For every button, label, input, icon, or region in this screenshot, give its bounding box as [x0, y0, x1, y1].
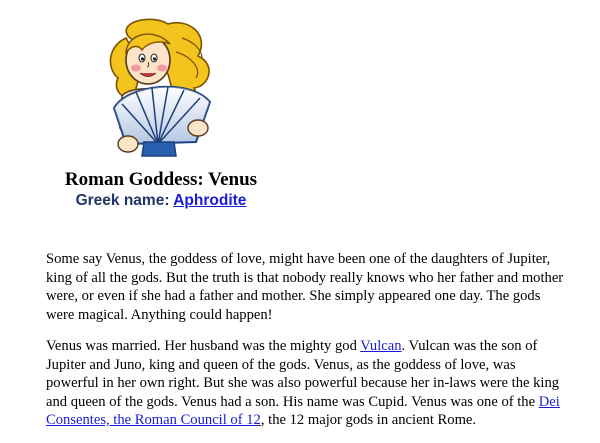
- article-paragraph-2: [46, 337, 566, 430]
- vulcan-link[interactable]: Vulcan: [360, 338, 402, 354]
- paragraph-2-text-1: Venus was married. Her husband was the mighty god: [46, 338, 361, 354]
- page-title: Roman Goddess: Venus: [64, 169, 258, 190]
- greek-name-label: Greek name:: [75, 192, 170, 209]
- article-paragraph-1: Some say Venus, the goddess of love, might have been one of the daughters of Jupiter, king of all the gods. But the truth is that nobody really knows who her father and mother were, or even if she had a father and mother. She simply appeared one day. The gods were magical. Anything could happen!: [46, 251, 564, 323]
- paragraph-2-text-2: . Vulcan was the son of Jupiter and Juno, king and queen of the gods. Venus, as the goddess of love, was powerful in her own right. But she was also powerful because her in-laws were the king and queen of the gods. Venus had a son. His name was Cupid. Venus was one of the: [46, 338, 560, 410]
- article-body: [46, 250, 566, 443]
- dei-consentes-link[interactable]: Dei Consentes, the Roman Council of 12: [46, 393, 560, 428]
- paragraph-2-text-3: , the 12 major gods in ancient Rome.: [260, 412, 477, 428]
- greek-name-line: [0, 191, 322, 211]
- aphrodite-link[interactable]: Aphrodite: [173, 192, 247, 209]
- venus-illustration: [98, 16, 228, 166]
